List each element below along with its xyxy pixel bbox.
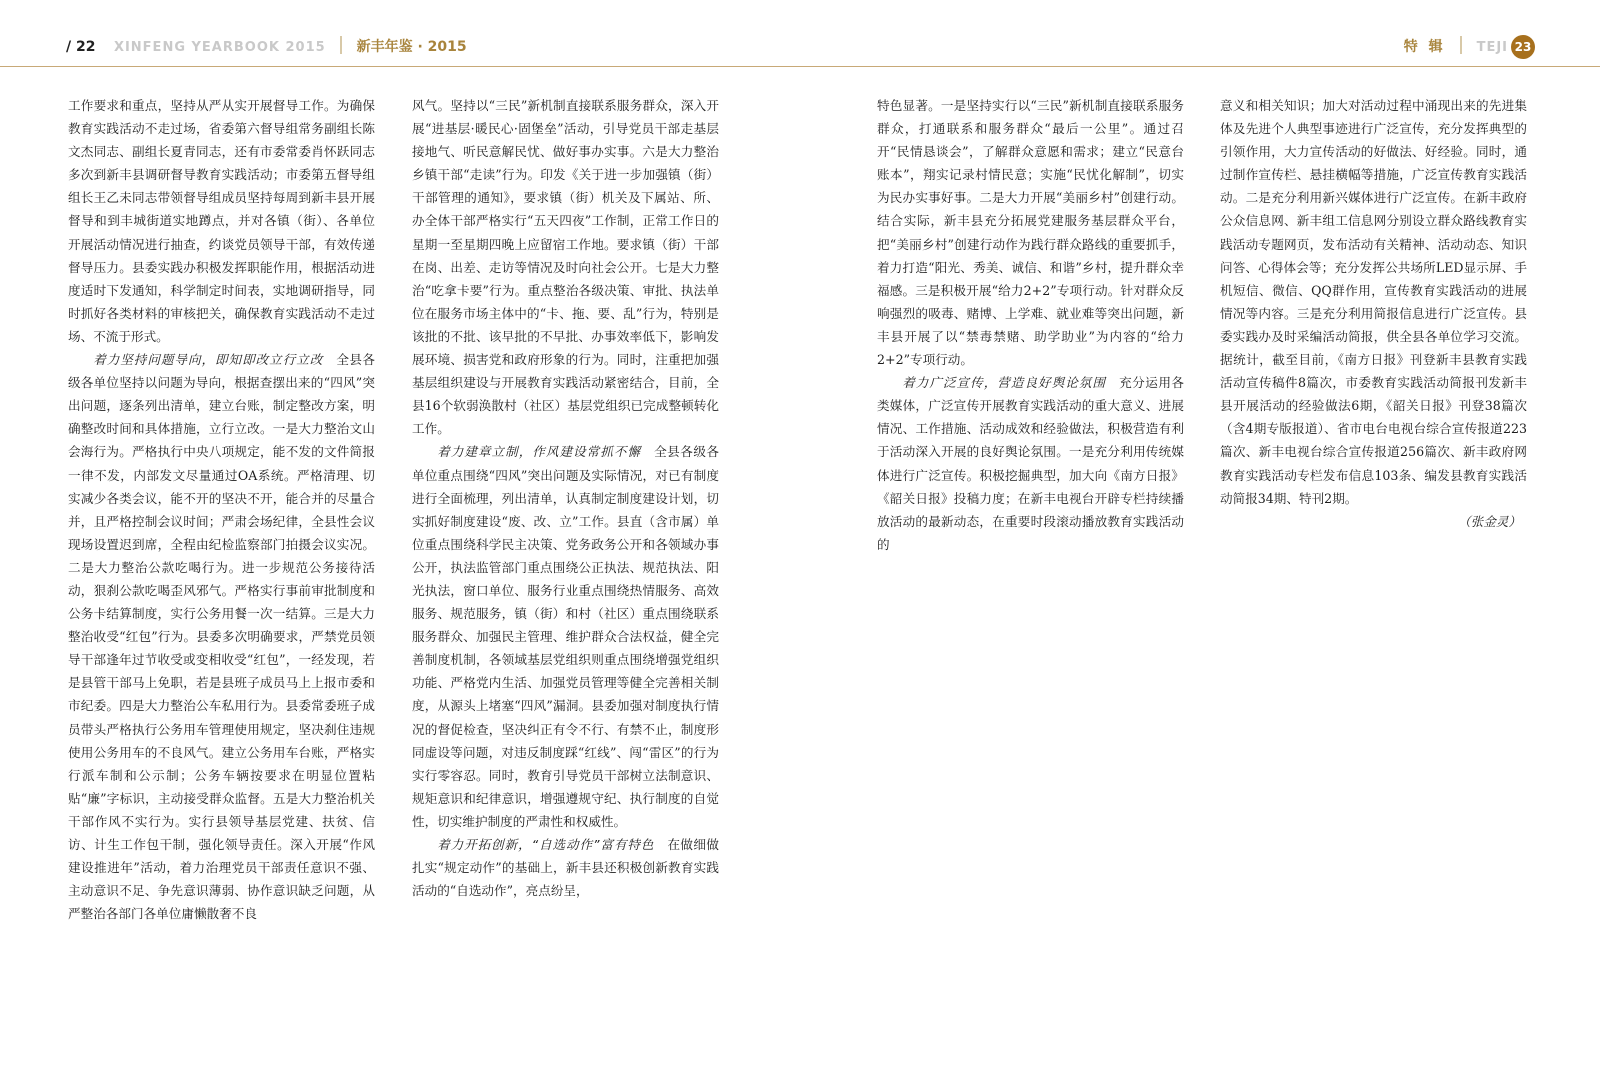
right-page-number-badge: 23 [1511,35,1535,59]
text-column-3 [877,94,1184,556]
header-divider-left [340,36,342,54]
body-paragraph: 意义和相关知识；加大对活动过程中涌现出来的先进集体及先进个人典型事迹进行广泛宣传，充分发挥典型的引领作用，大力宣传活动的好做法、好经验。同时，通过制作宣传栏、悬挂横幅等措施，广泛宣传教育实践活动。二是充分利用新兴媒体进行广泛宣传。在新丰政府公众信息网、新丰组工信息网分别设立群众路线教育实践活动专题网页，发布活动有关精神、活动动态、知识问答、心得体会等；充分发挥公共场所LED显示屏、手机短信、微信、QQ群作用，宣传教育实践活动的进展情况等内容。三是充分利用简报信息进行广泛宣传。县委实践办及时采编活动简报，供全县各单位学习交流。据统计，截至目前，《南方日报》刊登新丰县教育实践活动宣传稿件8篇次，市委教育实践活动简报刊发新丰县开展活动的经验做法6期，《韶关日报》刊登38篇次（含4期专版报道）、省市电台电视台综合宣传报道223篇次、新丰电视台综合宣传报道256篇次、新丰政府网教育实践活动专栏发布信息103条、编发县教育实践活动简报34期、特刊2期。 [1220,98,1527,506]
header-rule [0,66,1600,67]
author-signature: （张金灵） [1458,513,1521,529]
section-body-text: 充分运用各类媒体，广泛宣传开展教育实践活动的重大意义、进展情况、工作措施、活动成效和经验做法，积极营造有利于活动深入开展的良好舆论氛围。一是充分利用传统媒体进行广泛宣传。积极挖掘典型，加大向《南方日报》《韶关日报》投稿力度；在新丰电视台开辟专栏持续播放活动的最新动态，在重要时段滚动播放教育实践活动的 [877,375,1185,552]
body-paragraph: 特色显著。一是坚持实行以“三民”新机制直接联系服务群众，打通联系和服务群众“最后一公里”。通过召开“民情恳谈会”，了解群众意愿和需求；建立“民意台账本”，翔实记录村情民意；实施“民忧化解制”，切实为民办实事好事。二是大力开展“美丽乡村”创建行动。结合实际，新丰县充分拓展党建服务基层群众平台，把“美丽乡村”创建行动作为践行群众路线的重要抓手，着力打造“阳光、秀美、诚信、和谐”乡村，提升群众幸福感。三是积极开展“给力2+2”专项行动。针对群众反响强烈的吸毒、赌博、上学难、就业难等突出问题，新丰县开展了以“禁毒禁赌、助学助业”为内容的“给力2+2”专项行动。 [877,98,1184,368]
section-body-text: 在做细做扎实“规定动作”的基础上，新丰县还积极创新教育实践活动的“自选动作”，亮点纷呈， [412,837,720,899]
section-paragraph [68,348,375,925]
left-cn-title: 新丰年鉴 · 2015 [356,39,467,55]
text-column-1 [68,94,375,925]
section-subtitle: 着力坚持问题导向，即知即改立行立改 [93,352,324,368]
section-paragraph [412,440,719,833]
text-column-2 [412,94,719,902]
section-subtitle: 着力建章立制，作风建设常抓不懈 [437,444,641,460]
body-paragraph: 风气。坚持以“三民”新机制直接联系服务群众，深入开展“进基层·暖民心·固堡垒”活动，引导党员干部走基层接地气、听民意解民忧、做好事办实事。六是大力整治乡镇干部“走读”行为。印发《关于进一步加强镇（街）干部管理的通知》，要求镇（街）机关及下属站、所、办全体干部严格实行“五天四夜”工作制，正常工作日的星期一至星期四晚上应留宿工作地。要求镇（街）干部在岗、出差、走访等情况及时向社会公开。七是大力整治“吃拿卡要”行为。重点整治各级决策、审批、执法单位在服务市场主体中的“卡、拖、要、乱”行为，特别是该批的不批、该早批的不早批、办事效率低下，影响发展环境、损害党和政府形象的行为。同时，注重把加强基层组织建设与开展教育实践活动紧密结合，目前，全县16个软弱涣散村（社区）基层党组织已完成整顿转化工作。 [412,98,719,437]
section-paragraph [877,371,1184,556]
left-running-head [66,36,467,58]
header-divider-right [1460,36,1462,54]
section-subtitle: 着力广泛宣传，营造良好舆论氛围 [902,375,1106,391]
left-en-title: XINFENG YEARBOOK 2015 [113,40,326,55]
left-page-number: / 22 [66,39,96,55]
section-body-text: 全县各级各单位坚持以问题为导向，根据查摆出来的“四风”突出问题，逐条列出清单，建立台账，制定整改方案，明确整改时间和具体措施，立行立改。一是大力整治文山会海行为。严格执行中央八项规定，能不发的文件简报一律不发，内部发文尽量通过OA系统。严格清理、切实减少各类会议，能不开的坚决不开，能合并的尽量合并，且严格控制会议时间；严肃会场纪律，全县性会议现场设置迟到席，全程由纪检监察部门拍摄会议实况。二是大力整治公款吃喝行为。进一步规范公务接待活动，狠刹公款吃喝歪风邪气。严格实行事前审批制度和公务卡结算制度，实行公务用餐一次一结算。三是大力整治收受“红包”行为。县委多次明确要求，严禁党员领导干部逢年过节收受或变相收受“红包”，一经发现，若是县管干部马上免职，若是县班子成员马上上报市委和市纪委。四是大力整治公车私用行为。县委常委班子成员带头严格执行公务用车管理使用规定，坚决刹住违规使用公务用车的不良风气。建立公务用车台账，严格实行派车制和公示制；公务车辆按要求在明显位置粘贴“廉”字标识，主动接受群众监督。五是大力整治机关干部作风不实行为。实行县领导基层党建、扶贫、信访、计生工作包干制，强化领导责任。深入开展“作风建设推进年”活动，着力治理党员干部责任意识不强、主动意识不足、争先意识薄弱、协作意识缺乏问题，从严整治各部门各单位庸懒散奢不良 [68,352,376,922]
text-column-4 [1220,94,1527,533]
section-body-text: 全县各级各单位重点围绕“四风”突出问题及实际情况，对已有制度进行全面梳理，列出清单，认真制定制度建设计划，切实抓好制度建设“废、改、立”工作。县直（含市属）单位重点围绕科学民主决策、党务政务公开和各领域办事公开，执法监管部门重点围绕公正执法、规范执法、阳光执法，窗口单位、服务行业重点围绕热情服务、高效服务、规范服务，镇（街）和村（社区）重点围绕联系服务群众、加强民主管理、维护群众合法权益，健全完善制度机制，各领域基层党组织则重点围绕增强党组织功能、严格党内生活、加强党员管理等健全完善相关制度，从源头上堵塞“四风”漏洞。县委加强对制度执行情况的督促检查，坚决纠正有令不行、有禁不止，制度形同虚设等问题，对违反制度踩“红线”、闯“雷区”的行为实行零容忍。同时，教育引导党员干部树立法制意识、规矩意识和纪律意识，增强遵规守纪、执行制度的自觉性，切实维护制度的严肃性和权威性。 [412,444,720,829]
page-header [0,0,1600,68]
right-section-en: TEJI [1476,40,1508,55]
right-section-cn: 特 辑 [1403,39,1446,55]
section-subtitle: 着力开拓创新，“自选动作”富有特色 [437,837,655,852]
section-paragraph [412,833,719,902]
body-paragraph: 工作要求和重点，坚持从严从实开展督导工作。为确保教育实践活动不走过场，省委第六督导组常务副组长陈文杰同志、副组长夏青同志，还有市委常委肖怀跃同志多次到新丰县调研督导教育实践活动；市委第五督导组组长王乙未同志带领督导组成员坚持每周到新丰县开展督导和到丰城街道实地蹲点，并对各镇（街）、各单位开展活动情况进行抽查，约谈党员领导干部，有效传递督导压力。县委实践办积极发挥职能作用，根据活动进度适时下发通知，科学制定时间表，实地调研指导，同时抓好各类材料的审核把关，确保教育实践活动不走过场、不流于形式。 [68,98,375,344]
right-running-head [1404,36,1508,58]
